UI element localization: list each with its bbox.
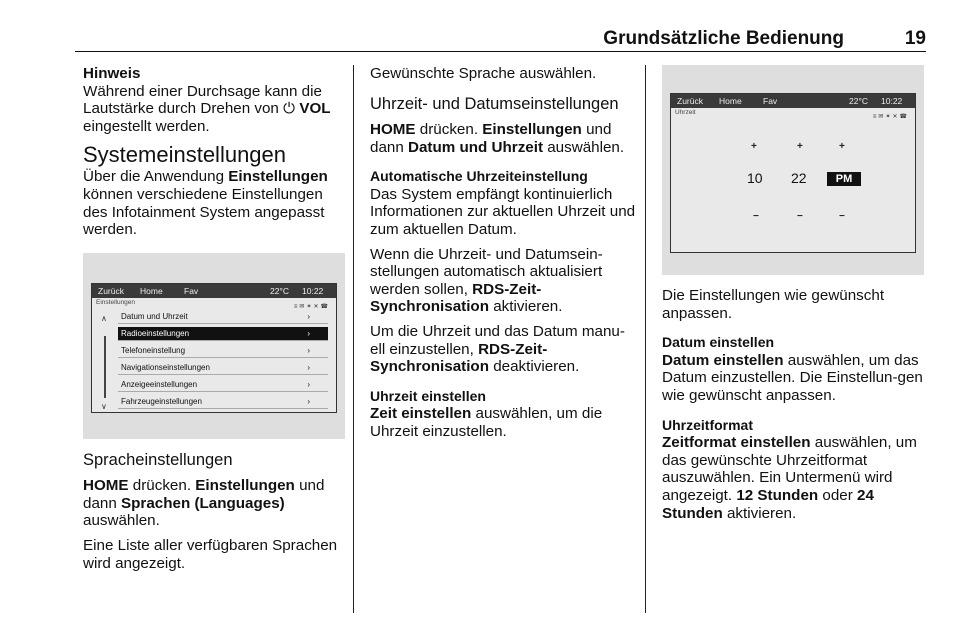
minute-plus-icon: + [797, 141, 803, 152]
scroll-down-icon: ∨ [101, 401, 107, 411]
choose-language-text: Gewünschte Sprache auswählen. [370, 65, 597, 82]
note-title: Hinweis [83, 65, 141, 82]
screen-subtitle: Einstellungen [96, 298, 136, 306]
language-instructions: HOME drücken. Einstellungen und dann Sprachen (Languages) auswählen. [83, 477, 325, 530]
hour-minus-icon: − [753, 211, 759, 222]
chevron-right-icon: › [307, 362, 310, 372]
status-icons [873, 109, 909, 127]
tab-fav: Fav [184, 285, 199, 296]
temperature: 22°C [270, 285, 289, 296]
column-divider-2 [645, 65, 646, 613]
screen-topbar [92, 284, 336, 298]
note-text: Während einer Durchsage kann die Lautstärke durch Drehen von ⏻ VOL eingestellt werden. [83, 82, 331, 135]
header-title: Grundsätzliche Bedienung [603, 28, 844, 49]
column-1 [83, 65, 345, 572]
chevron-right-icon: › [307, 396, 310, 406]
signal-icon: ✕ [892, 114, 900, 120]
set-time-title: Uhrzeit einstellen [370, 387, 486, 404]
time-format-text: Zeitformat einstellen auswählen, um das gewünschte Uhrzeitformat auszuwählen. Ein Untermenü wird angezeigt. 12 Stunden oder 24 Stunden aktivieren. [662, 434, 917, 522]
scrollbar [104, 336, 106, 398]
wifi-icon: ≡ [872, 114, 879, 120]
set-date-title: Datum einstellen [662, 334, 775, 351]
ampm-minus-icon: − [839, 211, 845, 222]
time-format-title: Uhrzeitformat [662, 416, 754, 433]
set-date-text: Datum einstellen auswählen, um das Datum einzustellen. Die Einstellun-gen wie gewünscht anpassen. [662, 351, 923, 404]
signal-icon: ✕ [313, 303, 321, 310]
page-number: 19 [904, 28, 926, 49]
menu-item-radio: Radioeinstellungen › [118, 327, 328, 341]
tab-home: Home [140, 285, 163, 296]
tab-fav: Fav [763, 96, 778, 106]
datetime-title: Uhrzeit- und Datumseinstellungen [370, 94, 619, 113]
language-title: Spracheinstellungen [83, 450, 233, 469]
hour-value: 10 [747, 170, 763, 186]
phone-icon: ☎ [320, 303, 330, 310]
minute-minus-icon: − [797, 211, 803, 222]
menu-item-vehicle: Fahrzeugeinstellungen › [118, 395, 328, 409]
time-screenshot [662, 65, 924, 275]
phone-icon: ☎ [899, 114, 909, 120]
mail-icon: ✉ [299, 303, 307, 310]
settings-screenshot [83, 253, 345, 439]
minute-value: 22 [791, 170, 807, 186]
menu-item-display: Anzeigeeinstellungen › [118, 378, 328, 392]
tab-back: Zurück [98, 285, 124, 296]
adjust-text: Die Einstellungen wie gewünscht anpassen. [662, 287, 885, 322]
hour-plus-icon: + [751, 141, 757, 152]
page-header [75, 24, 926, 52]
temperature: 22°C [849, 96, 868, 106]
auto-sync-text: Wenn die Uhrzeit- und Datumsein-stellungen automatisch aktualisiert werden sollen, RDS-Zeit-Synchronisation aktivieren. [370, 245, 603, 316]
column-divider-1 [353, 65, 354, 613]
language-list-text: Eine Liste aller verfügbaren Sprachen wird angezeigt. [83, 537, 338, 572]
bluetooth-icon: ✶ [885, 114, 893, 120]
time-screen [670, 93, 916, 253]
menu-item-navigation: Navigationseinstellungen › [118, 361, 328, 375]
auto-time-title: Automatische Uhrzeiteinstellung [370, 168, 588, 185]
chevron-right-icon: › [307, 345, 310, 355]
mail-icon: ✉ [878, 114, 886, 120]
intro-text: Über die Anwendung Einstellungen können verschiedene Einstellungen des Infotainment System angepasst werden. [83, 168, 328, 239]
settings-screen [91, 283, 337, 413]
menu-item-date-time: Datum und Uhrzeit › [118, 310, 328, 324]
bluetooth-icon: ✶ [306, 303, 314, 310]
screen-subtitle: Uhrzeit [675, 109, 696, 116]
screen-topbar [671, 94, 915, 108]
section-title: Systemeinstellungen [83, 142, 287, 168]
tab-back: Zurück [677, 96, 703, 106]
wifi-icon: ≡ [293, 303, 300, 310]
chevron-right-icon: › [307, 311, 310, 321]
clock: 10:22 [302, 285, 324, 296]
manual-sync-text: Um die Uhrzeit und das Datum manu-ell einzustellen, RDS-Zeit-Synchronisation deaktivieren. [370, 323, 625, 376]
chevron-right-icon: › [307, 328, 310, 338]
ampm-value: PM [827, 172, 861, 186]
column-2 [370, 65, 640, 441]
column-3 [662, 65, 932, 522]
chevron-right-icon: › [307, 379, 310, 389]
ampm-plus-icon: + [839, 141, 845, 152]
auto-time-text: Das System empfängt kontinuierlich Informationen zur aktuellen Uhrzeit und zum aktuellen Datum. [370, 185, 636, 239]
datetime-instructions: HOME drücken. Einstellungen und dann Datum und Uhrzeit auswählen. [370, 121, 625, 156]
tab-home: Home [719, 96, 742, 106]
set-time-text: Zeit einstellen auswählen, um die Uhrzeit einzustellen. [370, 405, 603, 440]
menu-item-phone: Telefoneinstellung › [118, 344, 328, 358]
clock: 10:22 [881, 96, 903, 106]
power-icon: ⏻ [283, 100, 296, 118]
scroll-up-icon: ∧ [101, 313, 107, 323]
